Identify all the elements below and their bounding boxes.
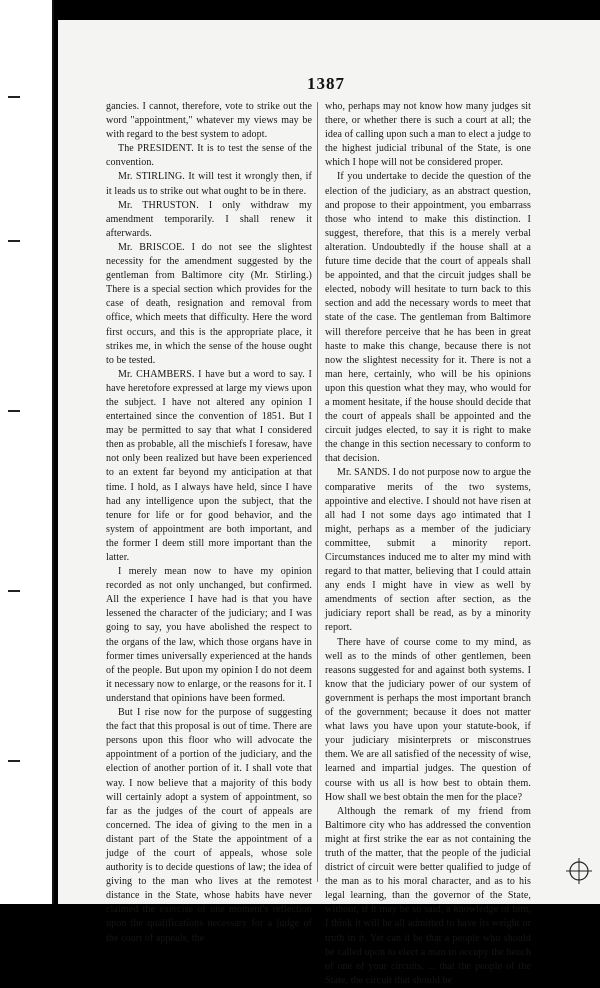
paragraph: There have of course come to my mind, as well as to the minds of other gentlemen, been reasons suggested for and against both systems. I know that the judiciary power of our system of government is perhaps the most important branch of the government; because it does not matter what laws you have upon your statute-book, if your judiciary misinterprets or misconstrues them. We are all satisfied of the necessity of wise, learned and impartial judges. The question of course with us all is how best to obtain them. How shall we best obtain the men for the place?: [325, 636, 531, 803]
page-number: 1387: [307, 74, 345, 93]
adjacent-page-mark: [8, 760, 20, 762]
adjacent-page-mark: [8, 410, 20, 412]
paragraph: If you undertake to decide the question of the election of the judiciary, as an abstract question, and propose to their appointment, you embarrass those who intend to make this distinction. I suggest, therefore, that this is a merely verbal alteration. Undoubtedly if the house shall at a future time decide that the court of appeals shall be appointed, and that the circuit judges shall be elected, nobody will hesitate to turn back to this section and add the necessary words to meet that state of the case. The gentleman from Baltimore will therefore perceive that he has been in great haste to make this change, because there is not now the slightest necessity for it. There is not a man here, certainly, who will be his opinions upon this question what they may, who would for a moment hesitate, if the house should decide that the court of appeals shall be appointed and the circuit judges elected, to say it is right to make the change in this section necessary to conform to that decision.: [325, 171, 531, 465]
paragraph: I merely mean now to have my opinion recorded as not only unchanged, but confirmed. All the experience I have had is that you have lessened the character of the judiciary; and I was going to say, you have abolished the respect to the organs of the law, which those organs have in former times universally experienced at the hands of the people. But upon my opinion I do not deem it necessary now to enlarge, or the reasons for it. I understand that opinions have been formed.: [106, 566, 312, 704]
paragraph: The PRESIDENT. It is to test the sense of the convention.: [106, 143, 312, 169]
paragraph: gancies. I cannot, therefore, vote to strike out the word "appointment," whatever my views may be with regard to the best system to adopt.: [106, 101, 312, 141]
paragraph: Mr. STIRLING. It will test it wrongly then, if it leads us to strike out what ought to be in there.: [106, 171, 312, 197]
adjacent-page-edge: [0, 0, 54, 904]
registration-mark-icon: [566, 858, 592, 884]
right-text-column: [325, 100, 531, 986]
adjacent-page-mark: [8, 240, 20, 242]
left-text-column: [106, 100, 312, 944]
paragraph: Mr. SANDS. I do not purpose now to argue the comparative merits of the two systems, appointive and elective. I should not have risen at all had I not some days ago intimated that I might, perhaps as a member of the judiciary committee, submit a minority report. Circumstances induced me to alter my mind with regard to that matter, believing that I could attain any ends I might have in view as well by amendments of section after section, as the judiciary report shall be read, as by a minority report.: [325, 467, 531, 634]
paragraph: Mr. CHAMBERS. I have but a word to say. I have heretofore expressed at large my views upon the subject. I have not altered any opinion I entertained since the convention of 1851. But I may be permitted to say that what I considered then as probable, all the mischiefs I foresaw, have not only been realized but have been experienced to an extent far beyond my anticipation at that time. I hold, as I always have held, since I have had any intelligence upon the subject, that the tenure for life or for good behavior, and the system of appointment are both important, and the former I deem still more important than the latter.: [106, 368, 312, 563]
column-divider: [317, 102, 318, 882]
adjacent-page-mark: [8, 96, 20, 98]
adjacent-page-mark: [8, 590, 20, 592]
document-page: [58, 20, 600, 986]
paragraph: who, perhaps may not know how many judges sit there, or whether there is such a court at all; the idea of calling upon such a man to elect a judge to the highest judicial tribunal of the State, is one which I hope will not be considered proper.: [325, 101, 531, 169]
paragraph: Mr. BRISCOE. I do not see the slightest necessity for the amendment suggested by the gentleman from Baltimore city (Mr. Stirling.) There is a special section which provides for the case of death, resignation and removal from office, which meets that difficulty. Here the word first occurs, and this is the appropriate place, it strikes me, in which the sense of the house ought to be tested.: [106, 241, 312, 366]
paragraph: But I rise now for the purpose of suggesting the fact that this proposal is out of time. There are persons upon this floor who will advocate the appointment of a portion of the judiciary, and the election of another portion of it. I shall vote that way. I now believe that a majority of this body will certainly adopt a system of appointment, so far as the judges of the court of appeals are concerned. The idea of giving to the men in a distant part of the State the appointment of a judge of the court of appeals, whose sole authority is to decide questions of law; the idea of giving to the man who lives at the remotest distance in the State, whose habits have never claimed the exercise of one moment's reflection upon the qualifications necessary for a judge of the court of appeals, the: [106, 707, 312, 944]
paragraph: Mr. THRUSTON. I only withdraw my amendment temporarily. I shall renew it afterwards.: [106, 199, 312, 239]
paragraph: Although the remark of my friend from Baltimore city who has addressed the convention might at first strike the ear as not containing the truth of the matter, that the people of the judicial district of circuit were better qualified to judge of the man as to his moral character, and as to his legal learning, than the governor of the State, without, if it may be so said, a knowledge of him, I think it will be all admitted to have its weight or truth in it. Yet can it be that a people who should be called upon to elect a man to occupy the bench of one of your circuits, ... that the people of the State, the circuit that should be: [325, 805, 531, 986]
